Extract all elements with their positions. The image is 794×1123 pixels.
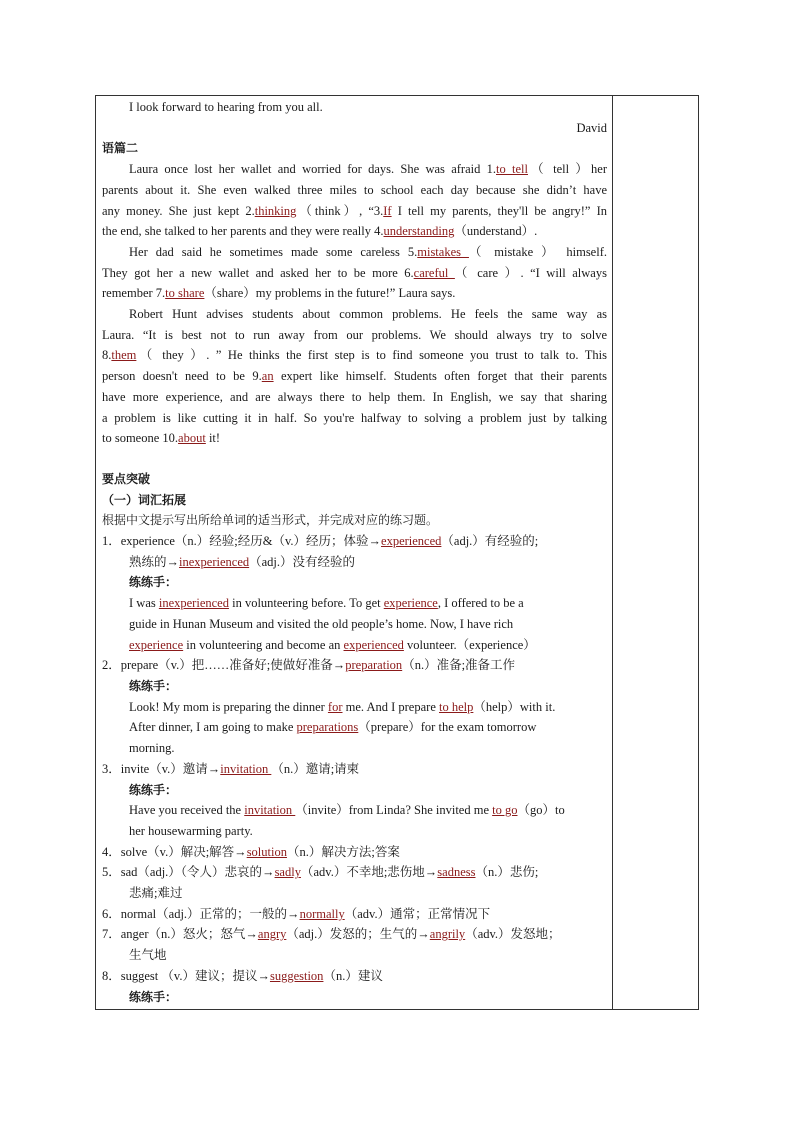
answer-text: inexperienced <box>158 596 229 611</box>
answer-text: normally <box>299 906 345 921</box>
practice-label: 练练手： <box>129 989 178 1004</box>
text-segment: （n.）邀请;请柬 <box>271 761 360 776</box>
text-segment: （adj.）有经验的; <box>441 534 539 549</box>
answer-text: mistakes <box>417 244 469 259</box>
text-segment: morning. <box>129 741 175 756</box>
text-segment: （n.）建议 <box>323 968 383 983</box>
text-segment: , I offered to be a <box>437 596 524 611</box>
passage-line <box>102 345 607 366</box>
text-segment: person doesn't need to be 9. <box>102 369 262 384</box>
text-segment: parents about it. She even walked three miles to school each day because she didn’t have <box>102 182 607 197</box>
practice-label: 练练手： <box>129 782 178 797</box>
passage-line <box>102 180 607 201</box>
answer-text: invitation <box>244 803 296 818</box>
text-segment: （adj.）没有经验的 <box>249 554 356 569</box>
text-segment: volunteer.（experience） <box>403 637 536 652</box>
text-segment: （invite）from Linda? She invited me <box>295 803 493 818</box>
vocab-item-1 <box>102 531 607 552</box>
answer-text: thinking <box>254 203 297 218</box>
text-segment: 悲痛;难过 <box>129 886 183 901</box>
answer-text: for <box>327 699 343 714</box>
practice-line <box>102 697 607 718</box>
text-segment: （think）, “3. <box>296 203 384 218</box>
text-segment: （ they ）. ” He thinks the first step is to find someone you trust to talk to. This <box>136 348 607 363</box>
answer-text: understanding <box>383 224 455 239</box>
passage-paragraph-3 <box>102 304 607 449</box>
answer-text: an <box>261 369 274 384</box>
text-segment: 2．prepare（v.）把……准备好;使做好准备→ <box>102 658 346 673</box>
text-segment: 3．invite（v.）邀请→ <box>102 761 221 776</box>
practice-label: 练练手： <box>129 678 178 693</box>
vocab-item-5 <box>102 862 607 883</box>
practice-line <box>102 800 607 821</box>
text-segment: （adv.）发怒地； <box>465 927 561 942</box>
text-segment: Have you received the <box>129 803 245 818</box>
text-segment: 4．solve（v.）解决;解答→ <box>102 844 247 859</box>
text-segment: it! <box>205 431 221 446</box>
text-segment: （adj.）发怒的；生气的→ <box>286 927 430 942</box>
passage-line <box>102 428 607 449</box>
text-segment: Look! My mom is preparing the dinner <box>129 699 328 714</box>
text-segment: 8．suggest （v.）建议；提议→ <box>102 968 270 983</box>
passage-line <box>102 408 607 429</box>
text-segment: After dinner, I am going to make <box>129 720 297 735</box>
answer-text: inexperienced <box>179 554 250 569</box>
text-segment: 7．anger（n.）怒火；怒气→ <box>102 927 258 942</box>
text-segment: Her dad said he sometimes made some careless 5. <box>129 244 418 259</box>
passage-line <box>102 263 607 284</box>
answer-text: sadness <box>437 865 476 880</box>
passage-title: 语篇二 <box>102 141 139 156</box>
text-segment: I was <box>129 596 159 611</box>
practice-label: 练练手： <box>129 575 178 590</box>
text-segment: （n.）准备;准备工作 <box>402 658 516 673</box>
text-segment: 8. <box>102 348 112 363</box>
practice-line <box>102 717 607 738</box>
text-segment: Laura. “It is best not to run away from our problems. We should always try to solve <box>102 327 607 342</box>
passage-line <box>102 221 607 242</box>
vocab-item-3 <box>102 759 607 780</box>
answer-text: solution <box>246 844 287 859</box>
passage-line <box>102 387 607 408</box>
text-segment: a problem is like cutting it in half. So you're halfway to solving a problem just by talking <box>102 410 607 425</box>
answer-text: preparations <box>296 720 359 735</box>
text-segment: 1．experience（n.）经验;经历&（v.）经历；体验→ <box>102 534 382 549</box>
vocab-item-6 <box>102 904 607 925</box>
answer-text: about <box>178 431 206 446</box>
vocab-item-8 <box>102 966 607 987</box>
text-segment: （share）my problems in the future!” Laura says. <box>204 286 456 301</box>
text-segment: Robert Hunt advises students about common problems. He feels the same way as <box>129 307 607 322</box>
text-segment: （ tell ）her <box>528 162 607 177</box>
answer-text: to go <box>492 803 518 818</box>
text-segment: （n.）解决方法;答案 <box>286 844 400 859</box>
text-segment: guide in Hunan Museum and visited the old people’s home. Now, I have rich <box>129 616 514 631</box>
answer-text: suggestion <box>269 968 324 983</box>
vocab-item-2 <box>102 655 607 676</box>
text-segment: any money. She just kept 2. <box>102 203 255 218</box>
instruction-text: 根据中文提示写出所给单词的适当形式，并完成对应的练习题。 <box>102 513 439 528</box>
text-segment: （go）to <box>517 803 565 818</box>
answer-text: experienced <box>343 637 404 652</box>
passage-line <box>102 201 607 222</box>
practice-line <box>102 614 607 635</box>
answer-text: If <box>383 203 392 218</box>
passage-line <box>102 159 607 180</box>
practice-line <box>102 635 607 656</box>
text-segment: 6．normal（adj.）正常的；一般的→ <box>102 906 300 921</box>
text-segment: 熟练的→ <box>129 554 180 569</box>
text-segment: me. And I prepare <box>342 699 439 714</box>
passage-line <box>102 325 607 346</box>
text-segment: Laura once lost her wallet and worried for days. She was afraid 1. <box>129 162 497 177</box>
practice-line <box>102 593 607 614</box>
passage-paragraph-1 <box>102 159 607 242</box>
vocab-item-5-cont <box>102 883 607 904</box>
answer-text: experienced <box>381 534 442 549</box>
table-column-divider <box>612 95 613 1010</box>
section-subheading: （一）词汇拓展 <box>102 492 187 507</box>
text-segment: （prepare）for the exam tomorrow <box>358 720 537 735</box>
vocab-item-7 <box>102 924 607 945</box>
text-segment: remember 7. <box>102 286 166 301</box>
text-segment: in volunteering and become an <box>183 637 344 652</box>
practice-line <box>102 821 607 842</box>
text-segment: （help）with it. <box>473 699 556 714</box>
answer-text: angrily <box>429 927 466 942</box>
main-content <box>102 97 607 1007</box>
signature: David <box>576 120 607 135</box>
section-heading: 要点突破 <box>102 471 151 486</box>
text-segment: her housewarming party. <box>129 823 253 838</box>
vocab-item-4 <box>102 842 607 863</box>
answer-text: experience <box>129 637 184 652</box>
answer-text: to help <box>439 699 474 714</box>
passage-line <box>102 304 607 325</box>
text-segment: expert like himself. Students often forget that their parents <box>273 369 607 384</box>
passage-line <box>102 366 607 387</box>
text-segment: （understand）. <box>454 224 538 239</box>
passage-paragraph-2 <box>102 242 607 304</box>
passage-line <box>102 242 607 263</box>
text-segment: 生气地 <box>129 948 167 963</box>
text-segment: （adv.）不幸地;悲伤地→ <box>300 865 438 880</box>
text-segment: to someone 10. <box>102 431 179 446</box>
text-segment: have more experience, and are always there to help them. In English, we say that sharing <box>102 389 607 404</box>
answer-text: to tell <box>496 162 528 177</box>
answer-text: experience <box>383 596 438 611</box>
answer-text: to share <box>165 286 205 301</box>
answer-text: preparation <box>345 658 403 673</box>
answer-text: angry <box>257 927 287 942</box>
answer-text: them <box>111 348 137 363</box>
practice-line <box>102 738 607 759</box>
text-segment: （adv.）通常；正常情况下 <box>344 906 491 921</box>
vocab-item-7-cont <box>102 945 607 966</box>
text-segment: in volunteering before. To get <box>228 596 384 611</box>
answer-text: invitation <box>220 761 272 776</box>
text-segment: （ care ）. “I will always <box>454 265 607 280</box>
closing-line: I look forward to hearing from you all. <box>129 100 323 114</box>
text-segment: the end, she talked to her parents and they were really 4. <box>102 224 384 239</box>
text-segment: （n.）悲伤; <box>475 865 539 880</box>
text-segment: I tell my parents, they'll be angry!” In <box>391 203 608 218</box>
passage-line <box>102 283 607 304</box>
answer-text: careful <box>413 265 455 280</box>
vocab-item-1-cont <box>102 552 607 573</box>
text-segment: （ mistake ） himself. <box>468 244 607 259</box>
text-segment: They got her a new wallet and asked her to be more 6. <box>102 265 414 280</box>
text-segment: 5．sad（adj.）（令人）悲哀的→ <box>102 865 275 880</box>
answer-text: sadly <box>274 865 301 880</box>
